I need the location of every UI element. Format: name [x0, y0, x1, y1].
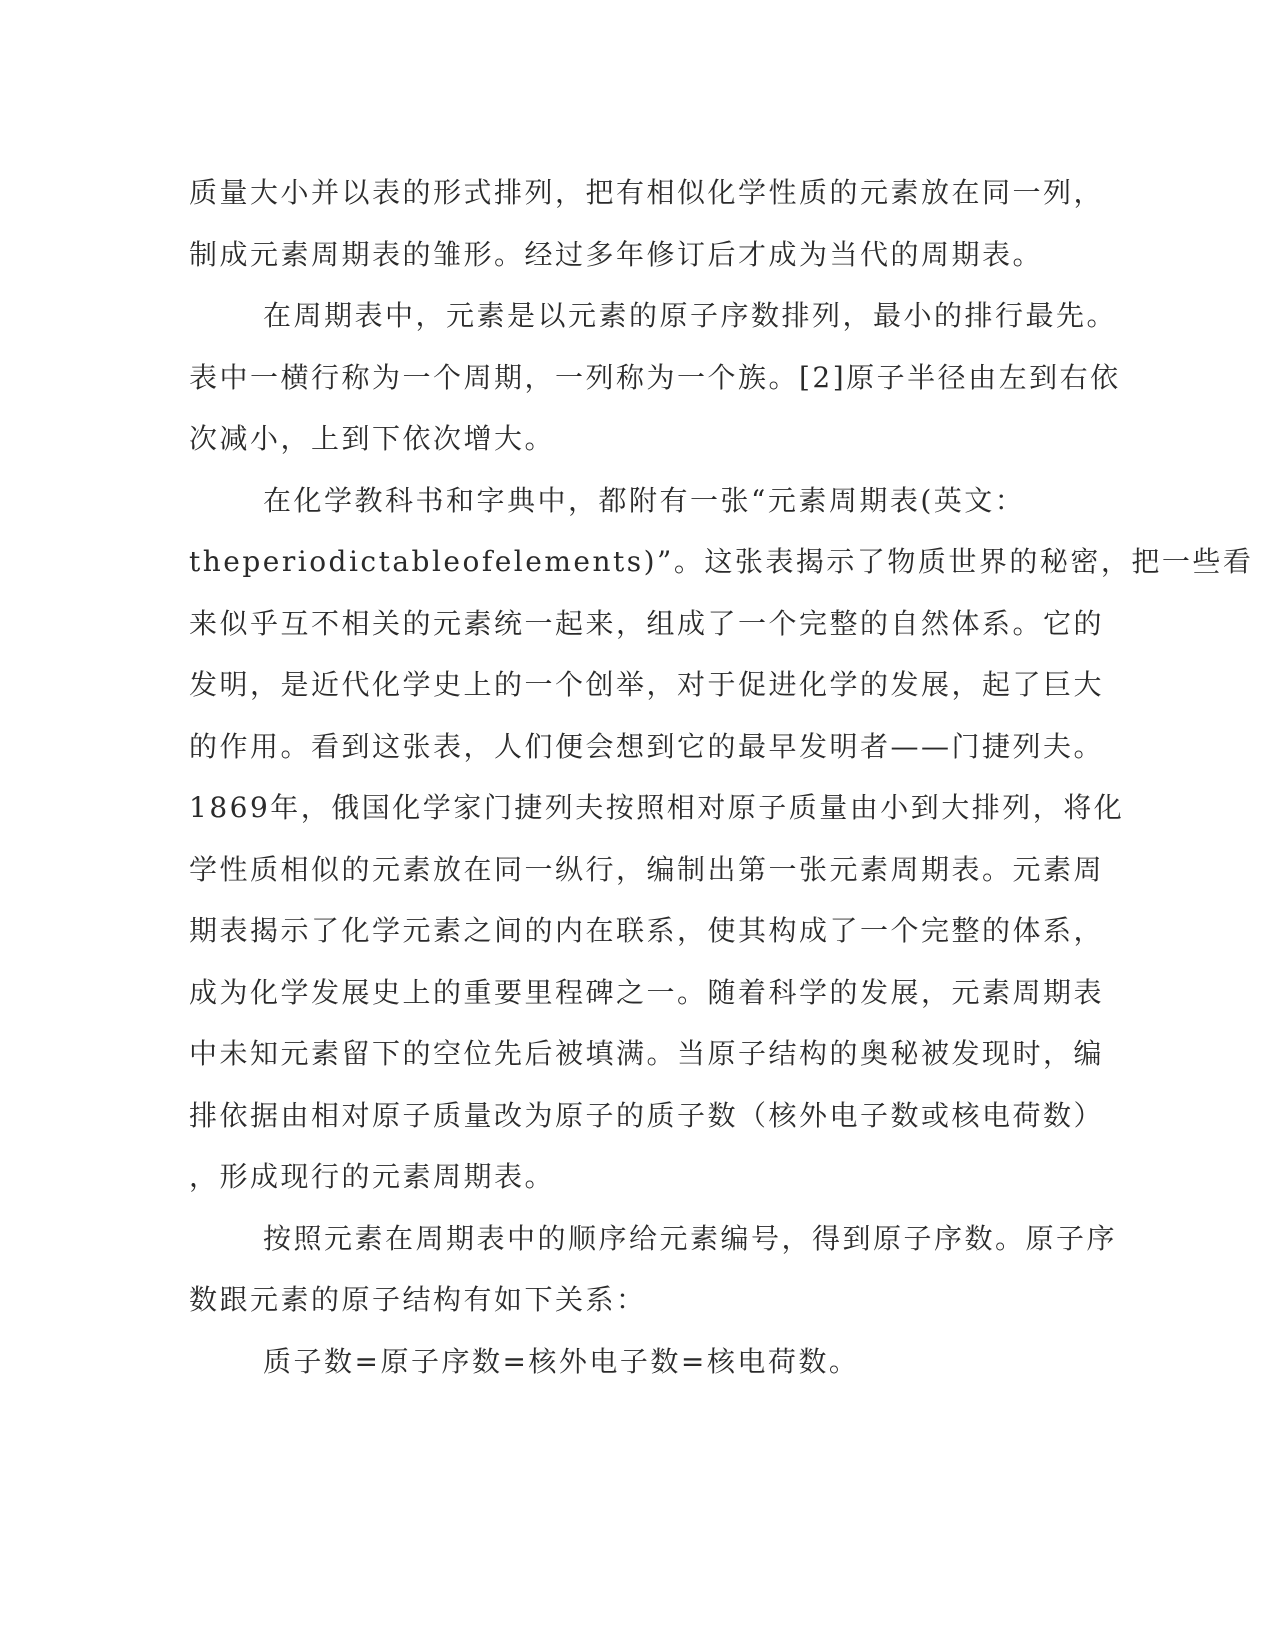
text-line: 排依据由相对原子质量改为原子的质子数（核外电子数或核电荷数）: [189, 1098, 1105, 1132]
text-line: 制成元素周期表的雏形。经过多年修订后才成为当代的周期表。: [189, 237, 1044, 271]
text-line: 发明，是近代化学史上的一个创举，对于促进化学的发展，起了巨大: [189, 668, 1105, 701]
text-line: 期表揭示了化学元素之间的内在联系，使其构成了一个完整的体系，: [189, 914, 1105, 947]
text-line: 在周期表中，元素是以元素的原子序数排列，最小的排行最先。: [263, 299, 1118, 332]
text-line: 中未知元素留下的空位先后被填满。当原子结构的奥秘被发现时，编: [189, 1037, 1105, 1070]
text-line: 质子数=原子序数=核外电子数=核电荷数。: [263, 1344, 860, 1378]
body-text: [189, 162, 1254, 1392]
text-line: 成为化学发展史上的重要里程碑之一。随着科学的发展，元素周期表: [189, 975, 1105, 1009]
text-line: 质量大小并以表的形式排列，把有相似化学性质的元素放在同一列，: [189, 176, 1105, 209]
text-line: ，形成现行的元素周期表。: [189, 1160, 556, 1193]
text-line: 次减小，上到下依次增大。: [189, 422, 556, 455]
text-line: 按照元素在周期表中的顺序给元素编号，得到原子序数。原子序: [263, 1221, 1118, 1255]
text-line: 来似乎互不相关的元素统一起来，组成了一个完整的自然体系。它的: [189, 606, 1105, 640]
text-line: 学性质相似的元素放在同一纵行，编制出第一张元素周期表。元素周: [189, 852, 1105, 886]
text-line: 的作用。看到这张表，人们便会想到它的最早发明者——门捷列夫。: [189, 729, 1105, 763]
text-line: 1869年，俄国化学家门捷列夫按照相对原子质量由小到大排列，将化: [189, 791, 1125, 824]
text-line: 数跟元素的原子结构有如下关系：: [189, 1283, 647, 1316]
text-line: 在化学教科书和字典中，都附有一张“元素周期表(英文：: [263, 483, 1026, 517]
text-line: theperiodictableofelements)”。这张表揭示了物质世界的秘密，把一些看: [189, 545, 1254, 578]
text-line: 表中一横行称为一个周期，一列称为一个族。[2]原子半径由左到右依: [189, 360, 1121, 394]
